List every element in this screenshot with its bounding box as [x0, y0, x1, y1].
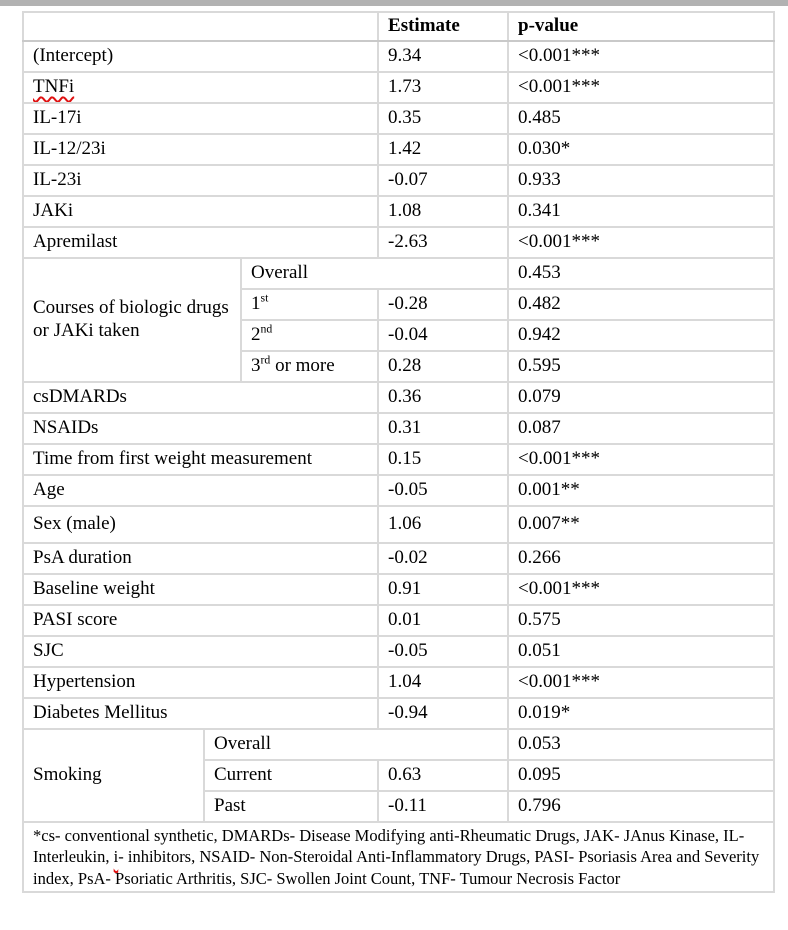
table-row-sjc: [23, 636, 774, 667]
row-label: JAKi: [23, 196, 378, 227]
row-label: csDMARDs: [23, 382, 378, 413]
pvalue-cell: 0.095: [508, 760, 774, 791]
pvalue-cell: 0.030*: [508, 134, 774, 165]
pvalue-cell: 0.485: [508, 103, 774, 134]
top-window-edge-bar: [0, 0, 788, 6]
pvalue-cell: 0.079: [508, 382, 774, 413]
table-row-age: [23, 475, 774, 506]
pvalue-cell: 0.341: [508, 196, 774, 227]
pvalue-cell: 0.007**: [508, 506, 774, 543]
pvalue-cell: 0.019*: [508, 698, 774, 729]
pvalue-cell: 0.482: [508, 289, 774, 320]
subrow-label-past: Past: [204, 791, 378, 822]
group-label-courses: Courses of biologic drugs or JAKi taken: [23, 258, 241, 382]
pvalue-cell: 0.796: [508, 791, 774, 822]
ordinal-suffix: nd: [260, 322, 273, 336]
subrow-label-second: [241, 320, 378, 351]
pvalue-cell: 0.266: [508, 543, 774, 574]
subrow-label-first: [241, 289, 378, 320]
pvalue-cell: 0.453: [508, 258, 774, 289]
table-row-hypertension: [23, 667, 774, 698]
row-label: SJC: [23, 636, 378, 667]
subrow-label-third: [241, 351, 378, 382]
pvalue-cell: 0.087: [508, 413, 774, 444]
estimate-cell: 0.28: [378, 351, 508, 382]
estimate-cell: 0.31: [378, 413, 508, 444]
pvalue-cell: 0.595: [508, 351, 774, 382]
row-label: IL-17i: [23, 103, 378, 134]
estimate-cell: -0.04: [378, 320, 508, 351]
estimate-cell: 1.06: [378, 506, 508, 543]
estimate-cell: 1.08: [378, 196, 508, 227]
table-row-time-from-first-weight: [23, 444, 774, 475]
pvalue-column-header: p-value: [508, 12, 774, 41]
table-row-il1223i: [23, 134, 774, 165]
estimate-column-header: Estimate: [378, 12, 508, 41]
pvalue-cell: <0.001***: [508, 574, 774, 605]
row-label: Baseline weight: [23, 574, 378, 605]
pvalue-cell: 0.933: [508, 165, 774, 196]
table-row-baseline-weight: [23, 574, 774, 605]
ordinal-number: 1: [251, 293, 261, 315]
row-label: NSAIDs: [23, 413, 378, 444]
estimate-cell: -2.63: [378, 227, 508, 258]
row-label: IL-12/23i: [23, 134, 378, 165]
table-row-intercept: [23, 41, 774, 72]
row-label: Apremilast: [23, 227, 378, 258]
ordinal-suffix: st: [260, 291, 269, 305]
table-row-il23i: [23, 165, 774, 196]
header-row: [23, 12, 774, 41]
table-row-jaki: [23, 196, 774, 227]
empty-header-cell: [23, 12, 378, 41]
row-label: Time from first weight measurement: [23, 444, 378, 475]
row-label: [23, 72, 378, 103]
pvalue-cell: <0.001***: [508, 227, 774, 258]
estimate-cell: -0.94: [378, 698, 508, 729]
table-row-sex-male: [23, 506, 774, 543]
pvalue-cell: 0.051: [508, 636, 774, 667]
pvalue-cell: <0.001***: [508, 667, 774, 698]
row-label: Diabetes Mellitus: [23, 698, 378, 729]
table-row-csdmards: [23, 382, 774, 413]
pvalue-cell: <0.001***: [508, 444, 774, 475]
pvalue-cell: 0.575: [508, 605, 774, 636]
footnote-text-part2: - inhibitors, NSAID- Non-Steroidal Anti-Inflammatory Drugs, PASI- Psoriasis Area and Severity index, PsA- Psoriatic Arthritis, SJC- Swollen Joint Count, TNF- Tumour Necrosis Factor: [33, 847, 760, 888]
row-label: Hypertension: [23, 667, 378, 698]
table-row-tnfi: [23, 72, 774, 103]
estimate-cell: -0.11: [378, 791, 508, 822]
spellcheck-squiggle-text: i: [113, 847, 119, 867]
estimate-cell: 9.34: [378, 41, 508, 72]
row-label: PsA duration: [23, 543, 378, 574]
estimate-cell: 0.01: [378, 605, 508, 636]
estimate-cell: 0.91: [378, 574, 508, 605]
row-label: (Intercept): [23, 41, 378, 72]
estimate-cell: 1.42: [378, 134, 508, 165]
table-row-nsaids: [23, 413, 774, 444]
estimate-cell: 1.73: [378, 72, 508, 103]
pvalue-cell: <0.001***: [508, 41, 774, 72]
table-row-apremilast: [23, 227, 774, 258]
regression-results-table: [22, 11, 775, 893]
estimate-cell: 0.15: [378, 444, 508, 475]
estimate-cell: -0.05: [378, 636, 508, 667]
pvalue-cell: 0.001**: [508, 475, 774, 506]
row-label: Age: [23, 475, 378, 506]
ordinal-number: 3: [251, 355, 261, 377]
estimate-cell: 1.04: [378, 667, 508, 698]
subrow-label-current: Current: [204, 760, 378, 791]
table-row-pasi-score: [23, 605, 774, 636]
pvalue-cell: 0.053: [508, 729, 774, 760]
table-row-smoking-overall: [23, 729, 774, 760]
table-row-diabetes-mellitus: [23, 698, 774, 729]
ordinal-number: 2: [251, 324, 261, 346]
table-row-il17i: [23, 103, 774, 134]
footnote-text-part1: *cs- conventional synthetic, DMARDs- Disease Modifying anti-Rheumatic Drugs, JAK- JAnus Kinase, IL-Interleukin,: [33, 826, 745, 867]
estimate-cell: 0.35: [378, 103, 508, 134]
row-label: Sex (male): [23, 506, 378, 543]
footnote-row: [23, 822, 774, 892]
estimate-cell: 0.63: [378, 760, 508, 791]
pvalue-cell: <0.001***: [508, 72, 774, 103]
ordinal-rest: or more: [270, 355, 335, 377]
estimate-cell: -0.05: [378, 475, 508, 506]
estimate-cell: 0.36: [378, 382, 508, 413]
row-label: IL-23i: [23, 165, 378, 196]
estimate-cell: -0.07: [378, 165, 508, 196]
group-label-smoking: Smoking: [23, 729, 204, 822]
table-row-psa-duration: [23, 543, 774, 574]
subrow-label-overall: Overall: [204, 729, 508, 760]
spellcheck-squiggle-text: TNFi: [33, 76, 75, 98]
estimate-cell: -0.02: [378, 543, 508, 574]
estimate-cell: -0.28: [378, 289, 508, 320]
table-row-courses-overall: [23, 258, 774, 289]
row-label: PASI score: [23, 605, 378, 636]
subrow-label-overall: Overall: [241, 258, 508, 289]
footnote: [23, 822, 774, 892]
pvalue-cell: 0.942: [508, 320, 774, 351]
ordinal-suffix: rd: [260, 353, 271, 367]
